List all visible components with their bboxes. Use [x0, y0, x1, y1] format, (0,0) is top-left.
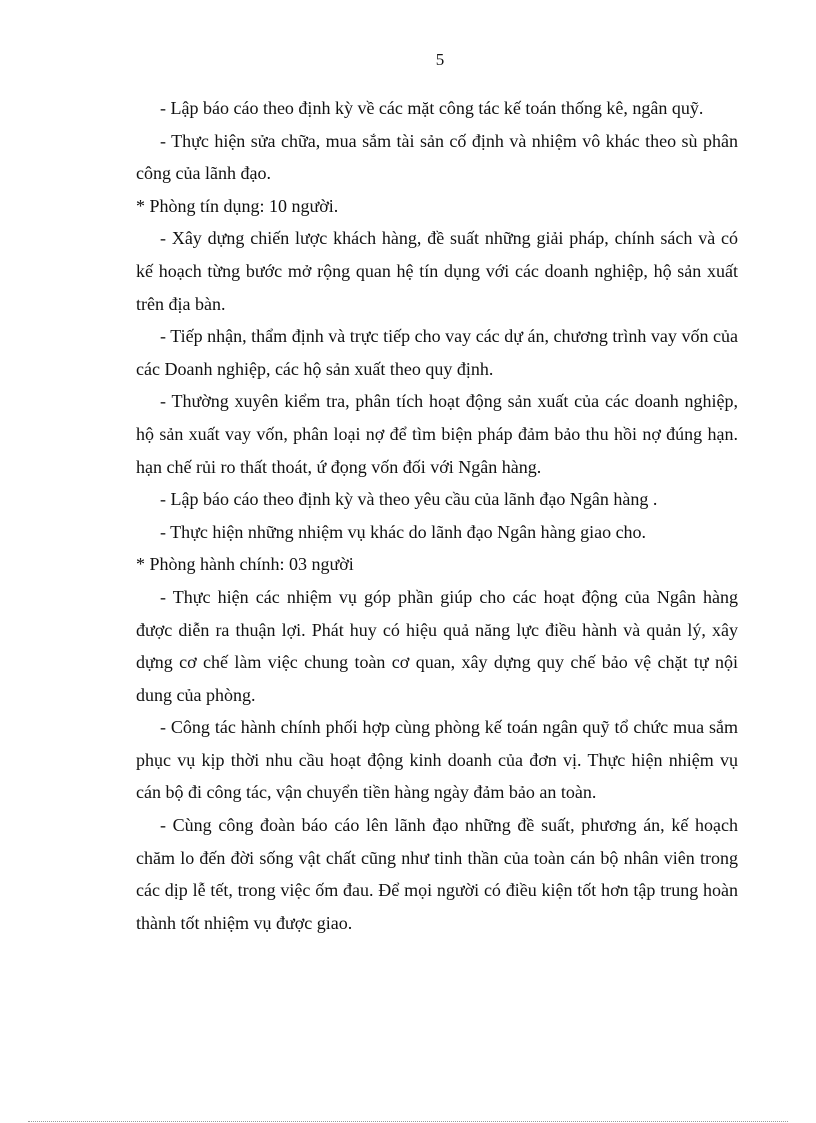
section-heading-phong-hanh-chinh: * Phòng hành chính: 03 người: [136, 554, 354, 575]
paragraph-nhiem-vu-hanh-chinh: - Thực hiện các nhiệm vụ góp phần giúp cho các hoạt động của Ngân hàng được diễn ra thuận lợi. Phát huy có hiệu quả năng lực điều hành và quản lý, xây dựng cơ chế làm việc chung toàn cơ quan, xây dựng quy chế bảo vệ chặt tự nội dung của phòng.: [136, 586, 738, 705]
paragraph-chien-luoc-khach-hang: - Xây dựng chiến lược khách hàng, đề suất những giải pháp, chính sách và có kế hoạch từng bước mở rộng quan hệ tín dụng với các doanh nghiệp, hộ sản xuất trên địa bàn.: [136, 228, 738, 314]
section-heading-phong-tin-dung: * Phòng tín dụng: 10 người.: [136, 195, 339, 216]
paragraph-kiem-tra-phan-tich: - Thường xuyên kiểm tra, phân tích hoạt động sản xuất của các doanh nghiệp, hộ sản xuất vay vốn, phân loại nợ để tìm biện pháp đảm bảo thu hồi nợ đúng hạn. hạn chế rủi ro thất thoát, ứ đọng vốn đối với Ngân hàng.: [136, 391, 738, 477]
document-body: [136, 92, 738, 939]
page-number: 5: [435, 50, 445, 69]
paragraph-phoi-hop-ke-toan: - Công tác hành chính phối hợp cùng phòng kế toán ngân quỹ tổ chức mua sắm phục vụ kịp thời nhu cầu hoạt động kinh doanh của đơn vị. Thực hiện nhiệm vụ cán bộ đi công tác, vận chuyển tiền hàng ngày đảm bảo an toàn.: [136, 717, 738, 803]
page-bottom-divider: [28, 1121, 788, 1122]
paragraph-nhiem-vu-khac: - Thực hiện những nhiệm vụ khác do lãnh đạo Ngân hàng giao cho.: [160, 521, 647, 542]
paragraph-tham-dinh-cho-vay: - Tiếp nhận, thẩm định và trực tiếp cho vay các dự án, chương trình vay vốn của các Doanh nghiệp, các hộ sản xuất theo quy định.: [136, 326, 738, 379]
paragraph-cong-doan: - Cùng công đoàn báo cáo lên lãnh đạo những đề suất, phương án, kế hoạch chăm lo đến đời sống vật chất cũng như tinh thần của toàn cán bộ nhân viên trong các dịp lễ tết, trong việc ốm đau. Để mọi người có điều kiện tốt hơn tập trung hoàn thành tốt nhiệm vụ được giao.: [136, 815, 738, 933]
paragraph-bao-cao-dinh-ky: - Lập báo cáo theo định kỳ và theo yêu cầu của lãnh đạo Ngân hàng .: [160, 489, 658, 510]
paragraph-sua-chua-tai-san: - Thực hiện sửa chữa, mua sắm tài sản cố định và nhiệm vô khác theo sù phân công của lãnh đạo.: [136, 130, 738, 184]
paragraph-bao-cao-ke-toan: - Lập báo cáo theo định kỳ về các mặt công tác kế toán thống kê, ngân quỹ.: [160, 98, 704, 118]
